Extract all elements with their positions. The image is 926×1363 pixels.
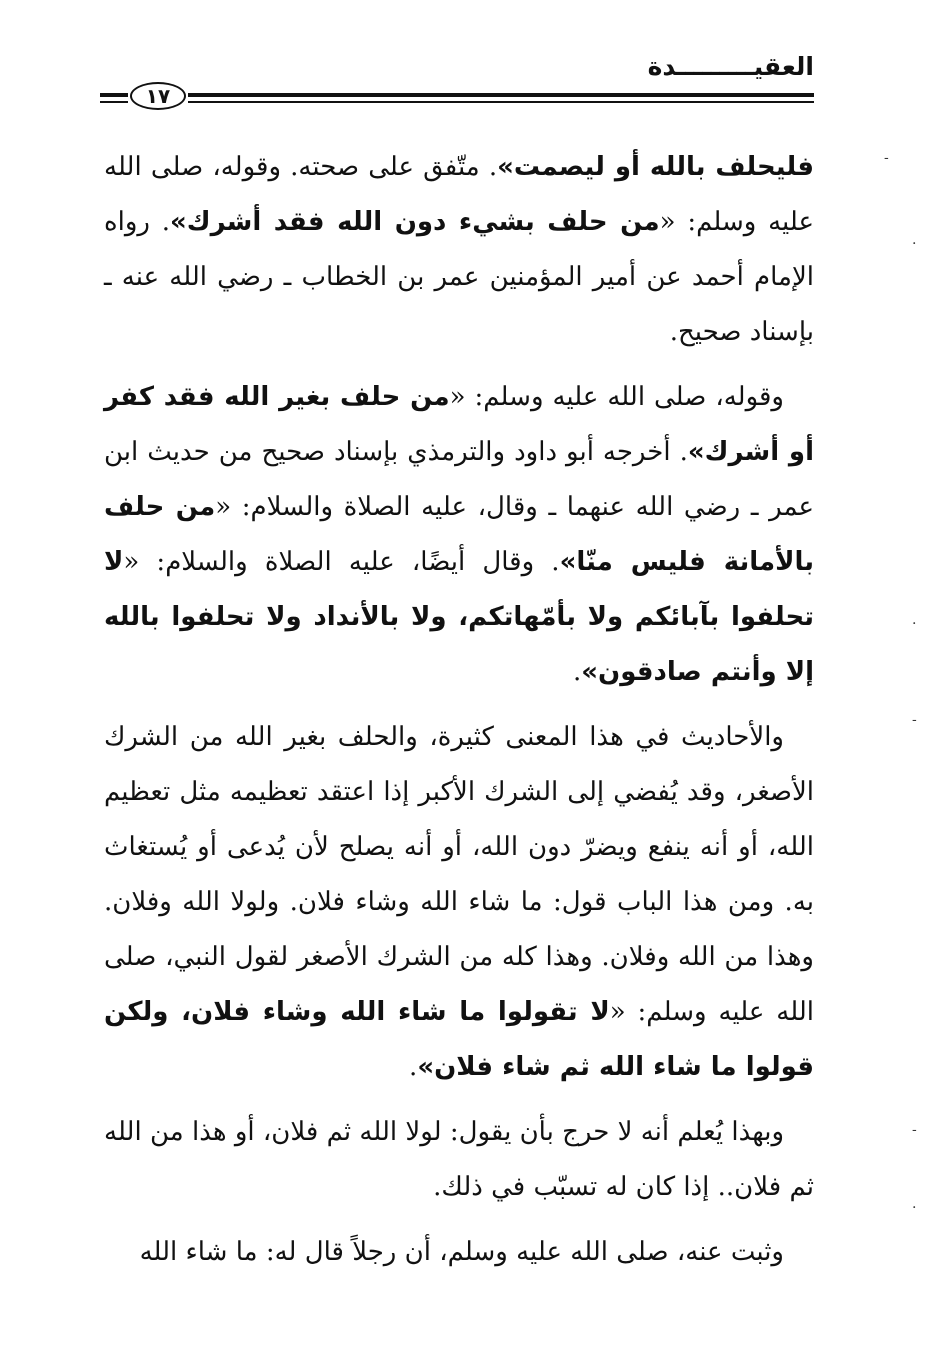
- paragraph-text: . أخرجه أبو داود والترمذي بإسناد صحيح من حديث ابن عمر ـ رضي الله عنهما ـ وقال، عليه الصلاة والسلام: «: [104, 437, 814, 522]
- paragraph-text: . متّفق على صحته. وقوله، صلى الله عليه وسلم: «: [104, 152, 814, 237]
- paragraph-3: [104, 710, 814, 1095]
- hadith-quote: لا تقولوا ما شاء الله وشاء فلان، ولكن قولوا ما شاء الله ثم شاء فلان»: [104, 997, 814, 1082]
- running-header-title: العقيـــــــــدة: [647, 52, 814, 81]
- paragraph-1: [104, 140, 814, 360]
- margin-mark: .: [912, 232, 917, 248]
- margin-mark: .: [912, 612, 917, 628]
- paragraph-text: والأحاديث في هذا المعنى كثيرة، والحلف بغير الله من الشرك الأصغر، وقد يُفضي إلى الشرك الأكبر إذا اعتقد تعظيمه مثل تعظيم الله، أو أنه ينفع ويضرّ دون الله، أو أنه يصلح لأن يُدعى أو يُستغاث به. ومن هذا الباب قول: ما شاء الله وشاء فلان. ولولا الله وفلان. وهذا من الله وفلان. وهذا كله من الشرك الأصغر لقول النبي، صلى الله عليه وسلم: «: [104, 722, 814, 1027]
- hadith-quote: لا تحلفوا بآبائكم ولا بأمّهاتكم، ولا بالأنداد ولا تحلفوا بالله إلا وأنتم صادقون»: [104, 547, 814, 687]
- hadith-quote: فليحلف بالله أو ليصمت»: [497, 152, 814, 182]
- paragraph-text: . وقال أيضًا، عليه الصلاة والسلام: «: [123, 547, 560, 577]
- paragraph-5: وثبت عنه، صلى الله عليه وسلم، أن رجلاً قال له: ما شاء الله: [139, 1237, 784, 1267]
- margin-mark: -: [912, 712, 917, 728]
- hadith-quote: من حلف بشيء دون الله فقد أشرك»: [169, 207, 660, 237]
- header-rule-left-thick: [100, 93, 128, 97]
- paragraph-text: وقوله، صلى الله عليه وسلم: «: [449, 382, 784, 412]
- paragraph-text: .: [572, 657, 582, 687]
- paragraph-4: وبهذا يُعلم أنه لا حرج بأن يقول: لولا الله ثم فلان، أو هذا من الله ثم فلان.. إذا كان له تسبّب في ذلك.: [104, 1117, 814, 1202]
- header-rule-thin: [188, 101, 814, 103]
- paragraph-text: .: [409, 1052, 418, 1082]
- paragraph-text: . رواه الإمام أحمد عن أمير المؤمنين عمر بن الخطاب ـ رضي الله عنه ـ بإسناد صحيح.: [104, 207, 814, 347]
- margin-mark: .: [912, 1196, 917, 1212]
- header-rule-thick: [188, 93, 814, 97]
- margin-mark: -: [912, 1122, 917, 1138]
- header-rule-left-thin: [100, 101, 128, 103]
- margin-mark: -: [884, 150, 889, 166]
- body-text: [104, 140, 814, 1290]
- paragraph-2: [104, 370, 814, 700]
- page-number: ١٧: [130, 82, 186, 110]
- hadith-quote: من حلف بغير الله فقد كفر أو أشرك»: [104, 382, 815, 467]
- hadith-quote: من حلف بالأمانة فليس منّا»: [104, 492, 814, 577]
